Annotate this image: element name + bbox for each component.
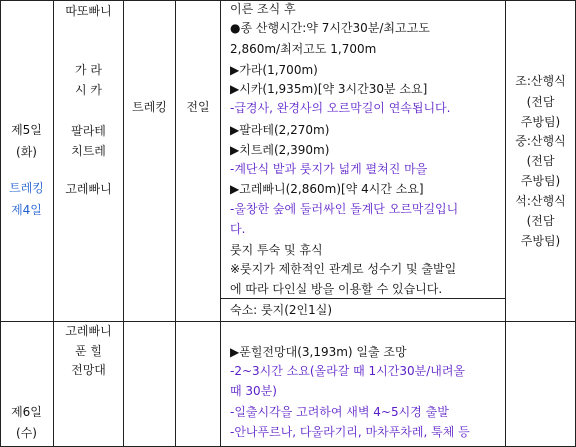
col-divider-4 (220, 0, 221, 447)
col-divider-3 (175, 0, 176, 447)
meal-note-line: 주방팀) (520, 115, 561, 129)
place-name: 가 라 (75, 63, 102, 77)
detail-line: ▶팔라테(2,270m) (230, 123, 330, 137)
lodging-info: 숙소: 룻지(2인1실) (230, 303, 333, 317)
meal-scope: 전일 (186, 100, 210, 114)
trek-label: 트레킹 (9, 181, 44, 195)
detail-note: 때 30분) (230, 384, 277, 398)
detail-note: -2~3시간 소요(올라갈 때 1시간30분/내려올 (230, 364, 466, 378)
meal-note-line: 조:산행식 (515, 74, 566, 88)
place-name: 팔라테 (71, 124, 106, 138)
detail-line: ▶치트레(2,390m) (230, 143, 330, 157)
detail-note: -급경사, 완경사의 오르막길이 연속됩니다. (230, 101, 451, 115)
detail-line: 에 따라 다인실 방을 이용할 수 있습니다. (230, 282, 443, 296)
detail-line: 룻지 투숙 및 휴식 (230, 243, 323, 257)
place-name: 시 카 (75, 83, 102, 97)
col-divider-2 (123, 0, 124, 447)
place-name: 푼 힐 (75, 344, 102, 358)
trek-day-label: 제4일 (11, 203, 42, 217)
meal-note-line: (전담 (526, 154, 555, 168)
meal-note-line: 석:산행식 (515, 194, 566, 208)
detail-note: -계단식 밭과 룻지가 넓게 펼쳐진 마을 (230, 162, 428, 176)
detail-note: -일출시각을 고려하여 새벽 4~5시경 출발 (230, 405, 449, 419)
meal-note-line: 중:산행식 (515, 134, 566, 148)
day-label: 제6일 (11, 405, 42, 419)
lodging-divider (221, 298, 505, 299)
place-name: 고레빠니 (65, 324, 112, 338)
detail-note: -울창한 숲에 둘러싸인 돌계단 오르막길입니 (230, 202, 459, 216)
place-name: 고레빠니 (65, 182, 112, 196)
detail-line: ▶고레빠니(2,860m)[약 4시간 소요] (230, 182, 424, 196)
detail-line: ●종 산행시간:약 7시간30분/최고고도 (230, 21, 430, 35)
activity-type: 트레킹 (132, 100, 167, 114)
place-name: 전망대 (71, 363, 106, 377)
place-name: 치트레 (71, 144, 106, 158)
day-label: 제5일 (11, 123, 42, 137)
detail-line: 2,860m/최저고도 1,700m (230, 42, 377, 56)
meal-note-line: (전담 (526, 214, 555, 228)
table-border-left (0, 0, 1, 447)
meal-note-line: 주방팀) (520, 174, 561, 188)
place-name: 따또빠니 (65, 4, 112, 18)
detail-note: 다. (230, 222, 246, 236)
meal-note-line: (전담 (526, 95, 555, 109)
detail-line: ※룻지가 제한적인 관계로 성수기 및 출발일 (230, 262, 457, 276)
weekday-label: (수) (16, 426, 37, 440)
detail-note: -안나푸르나, 다울라기리, 마차푸차레, 툭체 등 (230, 425, 470, 439)
detail-line: ▶푼힐전망대(3,193m) 일출 조망 (230, 345, 407, 359)
detail-line: ▶가라(1,700m) (230, 63, 318, 77)
weekday-label: (화) (16, 145, 37, 159)
detail-line: 이른 조식 후 (230, 2, 296, 16)
detail-line: ▶시카(1,935m)[약 3시간30분 소요] (230, 82, 428, 96)
meal-note-line: 주방팀) (520, 234, 561, 248)
